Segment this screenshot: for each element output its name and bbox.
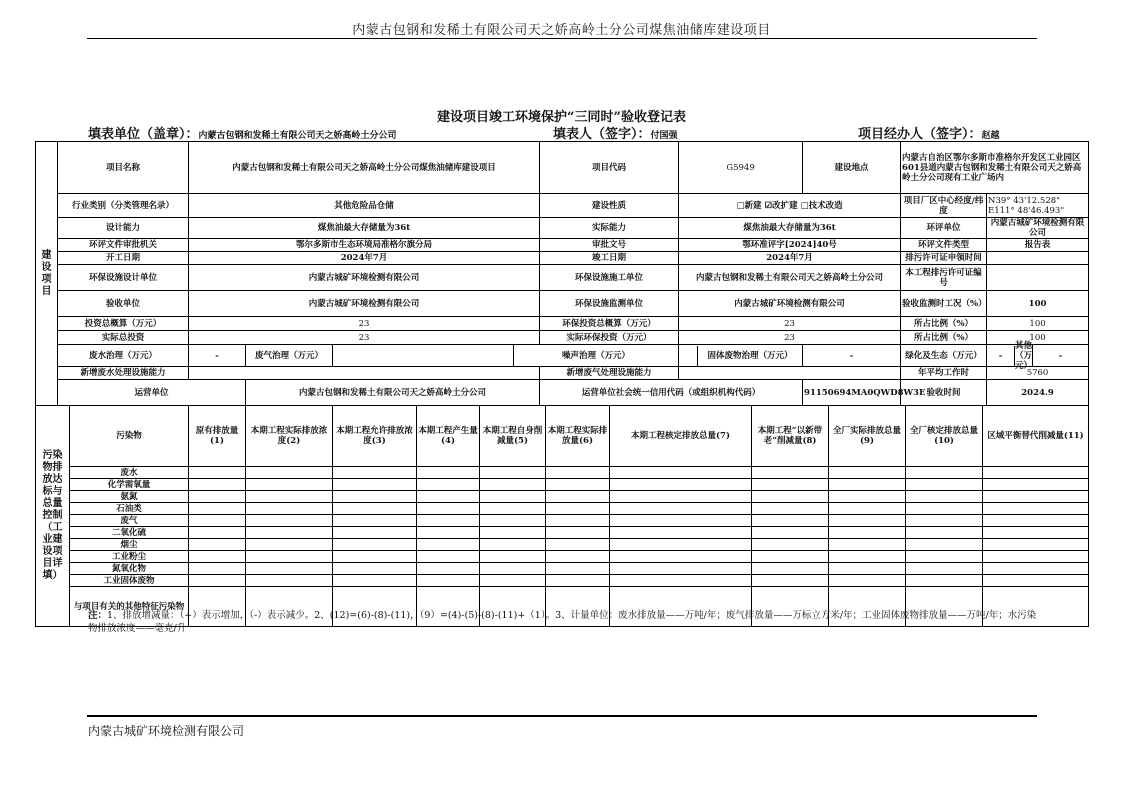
label: 验收单位 bbox=[58, 291, 189, 317]
value-cell bbox=[246, 491, 333, 503]
actual-investment: 23 bbox=[189, 331, 540, 345]
value-cell bbox=[189, 503, 246, 515]
page-footer: 内蒙古城矿环境检测有限公司 bbox=[88, 724, 245, 738]
pollutant-name: 二氧化硫 bbox=[70, 527, 189, 539]
value-cell bbox=[906, 467, 983, 479]
column-header: 本期工程允许排放浓度(3) bbox=[333, 406, 417, 467]
column-header: 全厂核定排放总量(10) bbox=[906, 406, 983, 467]
value-cell bbox=[546, 503, 610, 515]
value-cell bbox=[829, 563, 906, 575]
value-cell bbox=[480, 467, 546, 479]
value-cell bbox=[752, 503, 829, 515]
value-cell bbox=[333, 575, 417, 587]
manager bbox=[858, 123, 1000, 142]
value-cell bbox=[829, 539, 906, 551]
column-header: 本期工程实际排放量(6) bbox=[546, 406, 610, 467]
fill-unit-label: 填表单位（盖章）： bbox=[88, 127, 199, 142]
footer-rule bbox=[87, 715, 1037, 717]
label: 环评文件类型 bbox=[901, 239, 987, 252]
label: 环保设施监测单位 bbox=[540, 291, 679, 317]
value-cell bbox=[546, 551, 610, 563]
value-cell bbox=[983, 479, 1089, 491]
greening-value: - bbox=[987, 346, 1015, 366]
design-capacity: 煤焦油最大存储量为36t bbox=[189, 218, 540, 239]
table-row bbox=[36, 515, 1089, 527]
value-cell bbox=[752, 479, 829, 491]
project-location: 内蒙古自治区鄂尔多斯市准格尔开发区工业园区601县道内蒙古包钢和发稀土有限公司天之娇高岭土分公司现有工业广场内 bbox=[901, 142, 1089, 194]
pollutant-name: 工业固体废物 bbox=[70, 575, 189, 587]
actual-capacity: 煤焦油最大存储量为36t bbox=[679, 218, 901, 239]
column-header: 本期工程“以新带老”削减量(8) bbox=[752, 406, 829, 467]
value-cell bbox=[333, 527, 417, 539]
value-cell bbox=[983, 575, 1089, 587]
coordinates: N39° 43'12.528" E111° 48'46.493" bbox=[987, 194, 1089, 218]
actual-env-investment: 23 bbox=[679, 331, 901, 345]
value-cell bbox=[246, 479, 333, 491]
value-cell bbox=[480, 503, 546, 515]
env-investment-estimate: 23 bbox=[679, 317, 901, 331]
pollutant-name: 化学需氧量 bbox=[70, 479, 189, 491]
value-cell bbox=[610, 563, 752, 575]
value-cell bbox=[546, 491, 610, 503]
column-header: 本期工程产生量(4) bbox=[417, 406, 480, 467]
value-cell bbox=[246, 467, 333, 479]
value-cell bbox=[480, 539, 546, 551]
page-header: 内蒙古包钢和发稀土有限公司天之娇高岭土分公司煤焦油储库建设项目 bbox=[352, 23, 771, 38]
value-cell bbox=[906, 563, 983, 575]
table-row bbox=[36, 539, 1089, 551]
industry-category: 其他危险品仓储 bbox=[189, 194, 540, 218]
value-cell bbox=[829, 479, 906, 491]
new-water-capacity bbox=[189, 367, 540, 380]
note-label: 注： bbox=[88, 610, 108, 621]
value-cell bbox=[333, 515, 417, 527]
value-cell bbox=[610, 575, 752, 587]
value-cell bbox=[189, 575, 246, 587]
value-cell bbox=[752, 527, 829, 539]
table-row bbox=[36, 467, 1089, 479]
section-build: 建设项目 bbox=[36, 142, 58, 406]
label: 本工程排污许可证编号 bbox=[901, 265, 987, 291]
label: 年平均工作时 bbox=[901, 367, 987, 380]
label: 实际总投资 bbox=[58, 331, 189, 345]
value-cell bbox=[480, 491, 546, 503]
value-cell bbox=[546, 539, 610, 551]
value-cell bbox=[610, 527, 752, 539]
acceptance-unit: 内蒙古城矿环境检测有限公司 bbox=[189, 291, 540, 317]
value-cell bbox=[189, 539, 246, 551]
label: 建设性质 bbox=[540, 194, 679, 218]
project-info-table bbox=[35, 141, 1089, 406]
label: 验收监测时工况（%） bbox=[901, 291, 987, 317]
noise-solid bbox=[679, 345, 803, 367]
permit-date bbox=[987, 252, 1089, 265]
value-cell bbox=[333, 539, 417, 551]
value-cell bbox=[983, 515, 1089, 527]
label: 项目名称 bbox=[58, 142, 189, 194]
header-rule bbox=[87, 38, 1037, 39]
table-row bbox=[36, 503, 1089, 515]
table-row bbox=[36, 491, 1089, 503]
noise-treatment bbox=[679, 346, 698, 366]
investment-estimate: 23 bbox=[189, 317, 540, 331]
label: 绿化及生态（万元） bbox=[901, 345, 987, 367]
project-code: G5949 bbox=[679, 142, 803, 194]
label: 行业类别（分类管理名录） bbox=[58, 194, 189, 218]
table-row bbox=[36, 551, 1089, 563]
value-cell bbox=[983, 527, 1089, 539]
label: 废水治理（万元） bbox=[58, 345, 189, 367]
value-cell bbox=[246, 575, 333, 587]
approver: 鄂尔多斯市生态环境局准格尔旗分局 bbox=[189, 239, 540, 252]
pollutant-name: 工业粉尘 bbox=[70, 551, 189, 563]
footnote bbox=[88, 609, 1043, 635]
value-cell bbox=[333, 563, 417, 575]
credit-code: 91150694MA0QWD8W3E bbox=[803, 380, 901, 406]
label: 运营单位 bbox=[58, 380, 246, 406]
value-cell bbox=[829, 491, 906, 503]
column-header: 全厂实际排放总量(9) bbox=[829, 406, 906, 467]
label: 所占比例（%） bbox=[901, 317, 987, 331]
value-cell bbox=[417, 539, 480, 551]
label: 实际能力 bbox=[540, 218, 679, 239]
manager-label: 项目经办人（签字）： bbox=[858, 127, 982, 142]
value-cell bbox=[752, 539, 829, 551]
value-cell bbox=[546, 575, 610, 587]
value-cell bbox=[417, 527, 480, 539]
ratio-actual: 100 bbox=[987, 331, 1089, 345]
acceptance-time: 2024.9 bbox=[987, 380, 1089, 406]
pollutant-col-header: 污染物 bbox=[70, 406, 189, 467]
value-cell bbox=[752, 491, 829, 503]
greening bbox=[987, 340, 1033, 371]
label: 新增废气处理设施能力 bbox=[540, 367, 679, 380]
column-header: 原有排放量(1) bbox=[189, 406, 246, 467]
value-cell bbox=[189, 479, 246, 491]
column-header: 本期工程核定排放总量(7) bbox=[610, 406, 752, 467]
finish-date: 2024年7月 bbox=[679, 252, 901, 265]
label: 投资总概算（万元） bbox=[58, 317, 189, 331]
value-cell bbox=[610, 467, 752, 479]
approval-doc-no: 鄂环准评字[2024]40号 bbox=[679, 239, 901, 252]
value-cell bbox=[906, 551, 983, 563]
design-unit: 内蒙古城矿环境检测有限公司 bbox=[189, 265, 540, 291]
value-cell bbox=[480, 515, 546, 527]
value-cell bbox=[246, 563, 333, 575]
table-row bbox=[36, 563, 1089, 575]
value-cell bbox=[417, 575, 480, 587]
label: 排污许可证申领时间 bbox=[901, 252, 987, 265]
start-date: 2024年7月 bbox=[189, 252, 540, 265]
label: 所占比例（%） bbox=[901, 331, 987, 345]
manager-value: 赵越 bbox=[981, 131, 1000, 141]
value-cell bbox=[829, 503, 906, 515]
new-gas-capacity bbox=[679, 367, 901, 380]
value-cell bbox=[906, 479, 983, 491]
value-cell bbox=[906, 575, 983, 587]
label: 运营单位社会统一信用代码（或组织机构代码） bbox=[540, 380, 803, 406]
column-header: 本期工程实际排放浓度(2) bbox=[246, 406, 333, 467]
column-header: 本期工程自身削减量(5) bbox=[480, 406, 546, 467]
operating-unit: 内蒙古包钢和发稀土有限公司天之娇高岭土分公司 bbox=[246, 380, 540, 406]
table-row bbox=[36, 575, 1089, 587]
value-cell bbox=[480, 575, 546, 587]
label: 验收时间 bbox=[901, 380, 987, 406]
value-cell bbox=[546, 527, 610, 539]
value-cell bbox=[752, 563, 829, 575]
label: 开工日期 bbox=[58, 252, 189, 265]
value-cell bbox=[189, 515, 246, 527]
value-cell bbox=[983, 563, 1089, 575]
value-cell bbox=[246, 539, 333, 551]
label: 项目厂区中心经度/纬度 bbox=[901, 194, 987, 218]
value-cell bbox=[417, 479, 480, 491]
table-row bbox=[36, 527, 1089, 539]
value-cell bbox=[246, 503, 333, 515]
pollutant-name: 石油类 bbox=[70, 503, 189, 515]
build-unit: 内蒙古包钢和发稀土有限公司天之娇高岭土分公司 bbox=[679, 265, 901, 291]
value-cell bbox=[480, 563, 546, 575]
value-cell bbox=[480, 479, 546, 491]
construction-nature: □新建 ☑改扩建 □技术改造 bbox=[679, 194, 901, 218]
value-cell bbox=[983, 503, 1089, 515]
value-cell bbox=[333, 491, 417, 503]
label: 噪声治理（万元） bbox=[514, 345, 679, 367]
value-cell bbox=[610, 479, 752, 491]
value-cell bbox=[189, 563, 246, 575]
label: 实际环保投资（万元） bbox=[540, 331, 679, 345]
value-cell bbox=[610, 551, 752, 563]
value-cell bbox=[829, 527, 906, 539]
value-cell bbox=[906, 527, 983, 539]
value-cell bbox=[189, 527, 246, 539]
label: 竣工日期 bbox=[540, 252, 679, 265]
pollutant-name: 烟尘 bbox=[70, 539, 189, 551]
label: 环保设施施工单位 bbox=[540, 265, 679, 291]
form-title: 建设项目竣工环境保护“三同时”验收登记表 bbox=[437, 110, 686, 125]
value-cell bbox=[333, 479, 417, 491]
eval-unit: 内蒙古城矿环境检测有限公司 bbox=[987, 218, 1089, 239]
value-cell bbox=[246, 515, 333, 527]
label: 环保投资总概算（万元） bbox=[540, 317, 679, 331]
value-cell bbox=[333, 503, 417, 515]
pollutant-name: 氨氮 bbox=[70, 491, 189, 503]
value-cell bbox=[417, 503, 480, 515]
value-cell bbox=[480, 527, 546, 539]
value-cell bbox=[417, 563, 480, 575]
label: 环评文件审批机关 bbox=[58, 239, 189, 252]
value-cell bbox=[189, 551, 246, 563]
value-cell bbox=[906, 539, 983, 551]
section-pollutant bbox=[36, 406, 70, 627]
solid-treatment: - bbox=[803, 345, 901, 367]
filler-label: 填表人（签字）： bbox=[553, 127, 651, 142]
value-cell bbox=[189, 467, 246, 479]
value-cell bbox=[752, 515, 829, 527]
value-cell bbox=[752, 467, 829, 479]
value-cell bbox=[906, 503, 983, 515]
gas-treatment bbox=[333, 345, 514, 367]
label: 设计能力 bbox=[58, 218, 189, 239]
value-cell bbox=[752, 575, 829, 587]
section-pollutant-text: 污染物排放达标与总量控制（工业建设项目详填） bbox=[42, 450, 63, 581]
column-header: 区域平衡替代削减量(11) bbox=[983, 406, 1089, 467]
value-cell bbox=[983, 551, 1089, 563]
value-cell bbox=[480, 551, 546, 563]
value-cell bbox=[246, 527, 333, 539]
table-row bbox=[36, 479, 1089, 491]
value-cell bbox=[906, 515, 983, 527]
value-cell bbox=[983, 467, 1089, 479]
pollutant-name: 废气 bbox=[70, 515, 189, 527]
value-cell bbox=[983, 491, 1089, 503]
note-text: 1、排放增减量：（+）表示增加，（-）表示减少。2、(12)=(6)-(8)-(11)，（9）=(4)-(5)-(8)-(11)+（1）。3、计量单位：废水排放量——万吨/年；废气排放量——万标立方米/年；工业固体废物排放量——万吨/年；水污染物排放浓度——毫克/升 bbox=[88, 610, 1037, 634]
fill-unit-value: 内蒙古包钢和发稀土有限公司天之娇高岭土分公司 bbox=[198, 131, 397, 141]
value-cell bbox=[333, 467, 417, 479]
label: 废气治理（万元） bbox=[246, 345, 333, 367]
value-cell bbox=[417, 467, 480, 479]
value-cell bbox=[417, 491, 480, 503]
pollutant-name: 废水 bbox=[70, 467, 189, 479]
value-cell bbox=[189, 491, 246, 503]
filler-value: 付国强 bbox=[650, 131, 678, 141]
label: 项目代码 bbox=[540, 142, 679, 194]
value-cell bbox=[829, 575, 906, 587]
value-cell bbox=[333, 551, 417, 563]
value-cell bbox=[417, 515, 480, 527]
pollutant-table bbox=[35, 405, 1089, 627]
monitor-unit: 内蒙古城矿环境检测有限公司 bbox=[679, 291, 901, 317]
filler bbox=[553, 123, 678, 142]
value-cell bbox=[829, 551, 906, 563]
value-cell bbox=[829, 467, 906, 479]
value-cell bbox=[610, 539, 752, 551]
value-cell bbox=[417, 551, 480, 563]
value-cell bbox=[546, 479, 610, 491]
value-cell bbox=[546, 563, 610, 575]
value-cell bbox=[610, 503, 752, 515]
value-cell bbox=[752, 551, 829, 563]
value-cell bbox=[829, 515, 906, 527]
permit-no bbox=[987, 265, 1089, 291]
working-condition: 100 bbox=[987, 291, 1089, 317]
ratio: 100 bbox=[987, 317, 1089, 331]
label: 建设地点 bbox=[803, 142, 901, 194]
value-cell bbox=[610, 491, 752, 503]
doc-type: 报告表 bbox=[987, 239, 1089, 252]
label: 审批文号 bbox=[540, 239, 679, 252]
registration-table bbox=[35, 141, 1088, 627]
value-cell bbox=[983, 539, 1089, 551]
water-treatment: - bbox=[189, 345, 246, 367]
value-cell bbox=[246, 551, 333, 563]
label: 新增废水处理设施能力 bbox=[58, 367, 189, 380]
other-pollutant: 与项目有关的其他特征污染物 bbox=[70, 587, 189, 627]
label: 固体废物治理（万元） bbox=[707, 350, 793, 361]
pollutant-name: 氮氧化物 bbox=[70, 563, 189, 575]
value-cell bbox=[610, 515, 752, 527]
value-cell bbox=[546, 467, 610, 479]
label: 其他（万元） bbox=[1015, 340, 1033, 371]
project-name: 内蒙古包钢和发稀土有限公司天之娇高岭土分公司煤焦油储库建设项目 bbox=[189, 142, 540, 194]
annual-hours: 5760 bbox=[987, 367, 1089, 380]
value-cell bbox=[546, 515, 610, 527]
fill-unit bbox=[88, 123, 397, 142]
label: 环保设施设计单位 bbox=[58, 265, 189, 291]
label: 环评单位 bbox=[901, 218, 987, 239]
other-cost: - bbox=[1033, 345, 1089, 367]
value-cell bbox=[906, 491, 983, 503]
